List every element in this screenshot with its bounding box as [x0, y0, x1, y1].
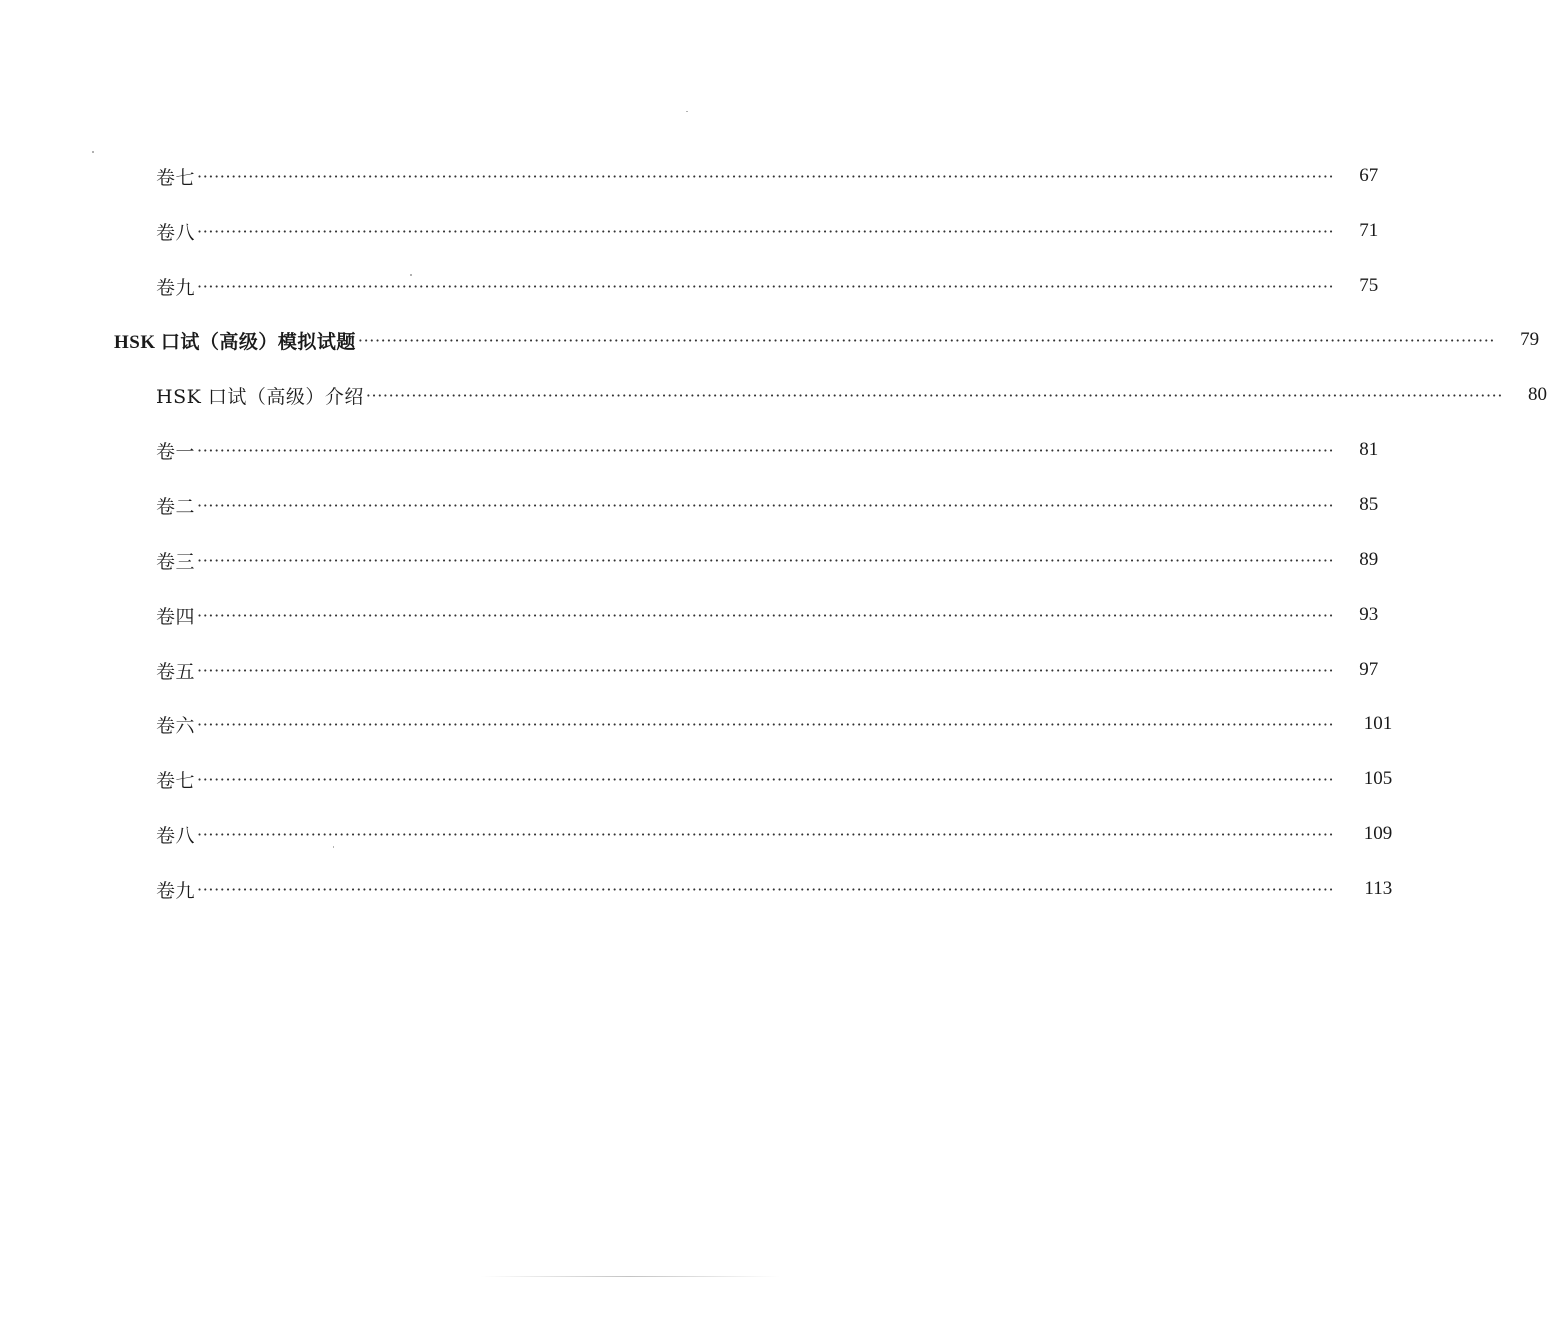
toc-page-number: 113: [1364, 878, 1393, 899]
toc-entry[interactable]: [156, 709, 1393, 739]
toc-leader-dots: ········································································································································································································: [197, 880, 1335, 899]
toc-entry-label: 卷三: [156, 550, 196, 573]
toc-page-number: 80: [1528, 384, 1547, 405]
toc-entry-label: 卷一: [156, 440, 196, 463]
toc-entry-label: 卷八: [156, 824, 196, 847]
toc-page-number: 75: [1359, 275, 1379, 296]
toc-leader-dots: ········································································································································································································: [197, 825, 1335, 844]
toc-entry[interactable]: [156, 490, 1379, 520]
toc-page-number: 85: [1359, 494, 1379, 515]
toc-page-number: 109: [1363, 823, 1393, 844]
toc-leader-dots: ········································································································································································································: [197, 715, 1335, 734]
toc-entry[interactable]: [156, 874, 1393, 904]
toc-entry-label: 卷七: [156, 166, 196, 189]
scan-speck: [410, 274, 412, 276]
toc-page-number: 93: [1359, 604, 1379, 625]
scan-speck: [686, 111, 688, 112]
toc-page-number: 105: [1363, 768, 1393, 789]
toc-leader-dots: ········································································································································································································: [197, 441, 1335, 460]
toc-page-number: 67: [1359, 165, 1379, 186]
toc-entry-label: 卷五: [156, 660, 196, 683]
toc-entry[interactable]: [156, 819, 1393, 849]
toc-entry[interactable]: [156, 380, 1547, 410]
toc-leader-dots: ········································································································································································································: [197, 167, 1335, 186]
toc-page-number: 71: [1359, 220, 1379, 241]
toc-entry[interactable]: [156, 655, 1379, 685]
toc-leader-dots: ········································································································································································································: [197, 277, 1335, 296]
toc-page-number: 79: [1520, 329, 1540, 350]
toc-leader-dots: ········································································································································································································: [365, 386, 1504, 405]
toc-section-label: HSK 口试（高级）模拟试题: [114, 331, 356, 353]
toc-entry[interactable]: [156, 216, 1379, 246]
scan-speck: [333, 846, 334, 848]
toc-entry-label: 卷七: [156, 769, 196, 792]
toc-entry[interactable]: [156, 161, 1379, 191]
toc-page-number: 97: [1359, 659, 1379, 680]
toc-entry[interactable]: [156, 764, 1393, 794]
toc-entry-label: 卷六: [156, 714, 196, 737]
scan-speck: [92, 151, 94, 153]
toc-entry[interactable]: [156, 271, 1379, 301]
toc-entry[interactable]: [156, 545, 1379, 575]
toc-leader-dots: ········································································································································································································: [197, 222, 1335, 241]
toc-page-number: 81: [1359, 439, 1379, 460]
toc-entry[interactable]: [156, 600, 1379, 630]
toc-entry[interactable]: [156, 435, 1379, 465]
toc-leader-dots: ········································································································································································································: [197, 606, 1335, 625]
toc-page-number: 89: [1359, 549, 1379, 570]
toc-leader-dots: ········································································································································································································: [197, 770, 1335, 789]
toc-entry-label: 卷八: [156, 221, 196, 244]
toc-entry-label: HSK 口试（高级）介绍: [156, 385, 364, 408]
toc-section-heading[interactable]: [114, 325, 1540, 355]
toc-entry-label: 卷四: [156, 605, 196, 628]
toc-entry-label: 卷九: [156, 276, 196, 299]
toc-page-number: 101: [1363, 713, 1393, 734]
scan-edge-line: [480, 1276, 780, 1277]
toc-entry-label: 卷二: [156, 495, 196, 518]
toc-leader-dots: ········································································································································································································: [197, 551, 1335, 570]
toc-leader-dots: ········································································································································································································: [197, 661, 1335, 680]
toc-leader-dots: ········································································································································································································: [357, 331, 1496, 350]
toc-entry-label: 卷九: [156, 879, 196, 902]
toc-leader-dots: ········································································································································································································: [197, 496, 1335, 515]
